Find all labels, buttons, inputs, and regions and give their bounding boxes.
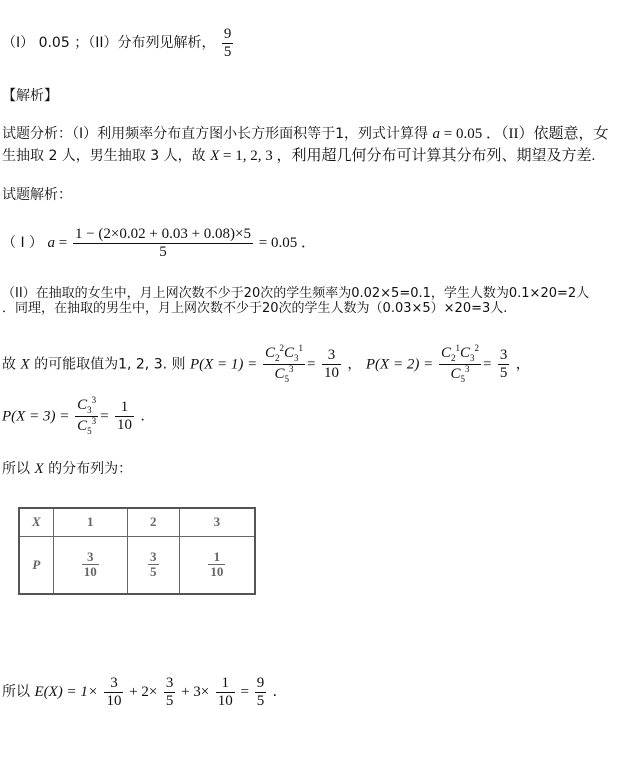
table-prob-cell: [53, 536, 127, 594]
answer-fraction: [222, 26, 234, 60]
part1-prefix: （ I ）: [2, 235, 48, 251]
dist-suffix: 的分布列为：: [43, 461, 133, 477]
analysis-text: = 0.05 ．（II）依题意，女: [440, 126, 609, 142]
analysis-line-2: [2, 147, 595, 165]
part1-frac-den: 5: [73, 243, 253, 261]
p2-lhs: P(X = 2) =: [365, 356, 437, 373]
result-den: 5: [256, 692, 265, 709]
table-header-x: X: [19, 508, 53, 536]
term2-den: 5: [165, 692, 174, 709]
answer-frac-num: 9: [223, 26, 232, 42]
p3-res-den: 10: [117, 416, 132, 433]
part1-frac-num: 1 − (2×0.02 + 0.03 + 0.08)×5: [74, 226, 251, 242]
p3-comb-fraction: [75, 396, 98, 437]
part1-result: = 0.05 ．: [255, 235, 316, 251]
term1-num: 3: [110, 675, 118, 691]
p1-comb-num: $C_2^2C_3^1$: [265, 343, 304, 363]
analysis-text: = 1, 2, 3 ，利用超几何分布可计算其分布列、期望及方差.: [219, 148, 596, 164]
equals: =: [236, 684, 253, 700]
p3-lhs: P(X = 3) =: [2, 408, 74, 425]
var-x: X: [34, 461, 44, 477]
p3-comb-num: $C_3^3$: [77, 395, 97, 415]
p2-res-num: 3: [499, 347, 508, 364]
result-fraction: [255, 675, 267, 709]
values-end: ，: [511, 356, 530, 373]
separator: ，: [342, 356, 366, 373]
prob-den: 10: [83, 564, 97, 580]
answer-line: [2, 26, 235, 60]
part1-fraction: [73, 226, 253, 260]
prob-num: 3: [150, 548, 157, 564]
table-row-label-p: P: [19, 536, 53, 594]
p2-comb-den: $C_5^3$: [439, 364, 481, 385]
table-prob-row: [19, 536, 255, 594]
prob-num: 3: [86, 548, 94, 564]
p1-result-fraction: [322, 347, 341, 381]
var-a: a: [432, 126, 440, 142]
p3-line: P(X = 3) = $\frac{C_3^3}{C_5^3}$ = $\frac{1}{10}$ ．: [2, 395, 155, 436]
plus-term2: + 2×: [125, 684, 158, 700]
p1-comb-fraction: [263, 344, 305, 385]
plus-term3: + 3×: [177, 684, 210, 700]
p3-comb-den: $C_5^3$: [77, 415, 97, 436]
analysis-text: 生抽取 2 人，男生抽取 3 人，故: [2, 148, 211, 164]
p2-comb-fraction: [439, 344, 481, 385]
section-title: 【解析】: [2, 88, 58, 104]
analysis-text: 试题分析：（I）利用频率分布直方图小长方形面积等于1，列式计算得: [2, 126, 433, 142]
term1-fraction: [104, 675, 123, 709]
table-prob-cell: [127, 536, 179, 594]
term3-fraction: [216, 675, 235, 709]
answer-prefix: （I） 0.05 ；（II）分布列见解析，: [2, 35, 216, 51]
p3-result-fraction: [115, 399, 134, 433]
table-header-1: 1: [53, 508, 127, 536]
values-prefix: 故: [2, 356, 21, 373]
p1-comb-den: $C_5^3$: [263, 364, 305, 385]
p2-comb-num: $C_2^1C_3^2$: [440, 343, 479, 363]
expectation-end: ．: [268, 684, 287, 700]
distribution-table: [18, 507, 256, 595]
part2-line-1: （II）在抽取的女生中，月上网次数不少于20次的学生频率为0.02×5=0.1，学生人数为0.1×20=2人: [2, 286, 590, 301]
term2-num: 3: [165, 675, 174, 691]
table-header-2: 2: [127, 508, 179, 536]
expectation-lhs: E(X) = 1×: [34, 684, 99, 700]
part2-line-2: ．同理，在抽取的男生中，月上网次数不少于20次的学生人数为（0.03×5）×20=3人.: [2, 301, 508, 316]
solution-label: 试题解析：: [2, 187, 72, 203]
p2-result-fraction: [498, 347, 510, 381]
answer-frac-den: 5: [223, 43, 232, 60]
analysis-line-1: [2, 125, 608, 143]
result-num: 9: [256, 675, 265, 691]
p1-lhs: P(X = 1) =: [189, 356, 262, 373]
p3-end: ．: [136, 408, 155, 425]
values-mid: 的可能取值为1, 2, 3. 则: [29, 356, 190, 373]
p2-res-den: 5: [499, 364, 508, 381]
p3-res-num: 1: [120, 399, 129, 416]
var-x: X: [20, 356, 30, 373]
term2-fraction: [164, 675, 176, 709]
term3-den: 10: [217, 692, 233, 709]
term3-num: 1: [221, 675, 229, 691]
prob-den: 10: [210, 564, 224, 580]
var-a: a: [47, 235, 55, 251]
term1-den: 10: [106, 692, 122, 709]
table-prob-cell: [179, 536, 255, 594]
part1-line: [2, 226, 316, 260]
table-header-row: [19, 508, 255, 536]
p1-res-num: 3: [327, 347, 336, 364]
prob-den: 5: [150, 564, 157, 580]
dist-prefix: 所以: [2, 461, 35, 477]
table-header-3: 3: [179, 508, 255, 536]
prob-num: 1: [213, 548, 221, 564]
values-line: 故 X 的可能取值为1, 2, 3. 则 P(X = 1) = $\frac{C_2^2C_3^1}{C_5^3}$ = $\frac{3}{10}$ ， P(X = 2) = $\frac{C_2^1C_3^2}{C_5^3}$ = $\frac{3}{5}$ ，: [2, 343, 530, 384]
p1-res-den: 10: [323, 364, 339, 381]
expectation-prefix: 所以: [2, 684, 35, 700]
expectation-line: [2, 675, 287, 709]
equals: =: [54, 235, 71, 251]
dist-label: [2, 460, 132, 478]
var-x: X: [210, 148, 220, 164]
